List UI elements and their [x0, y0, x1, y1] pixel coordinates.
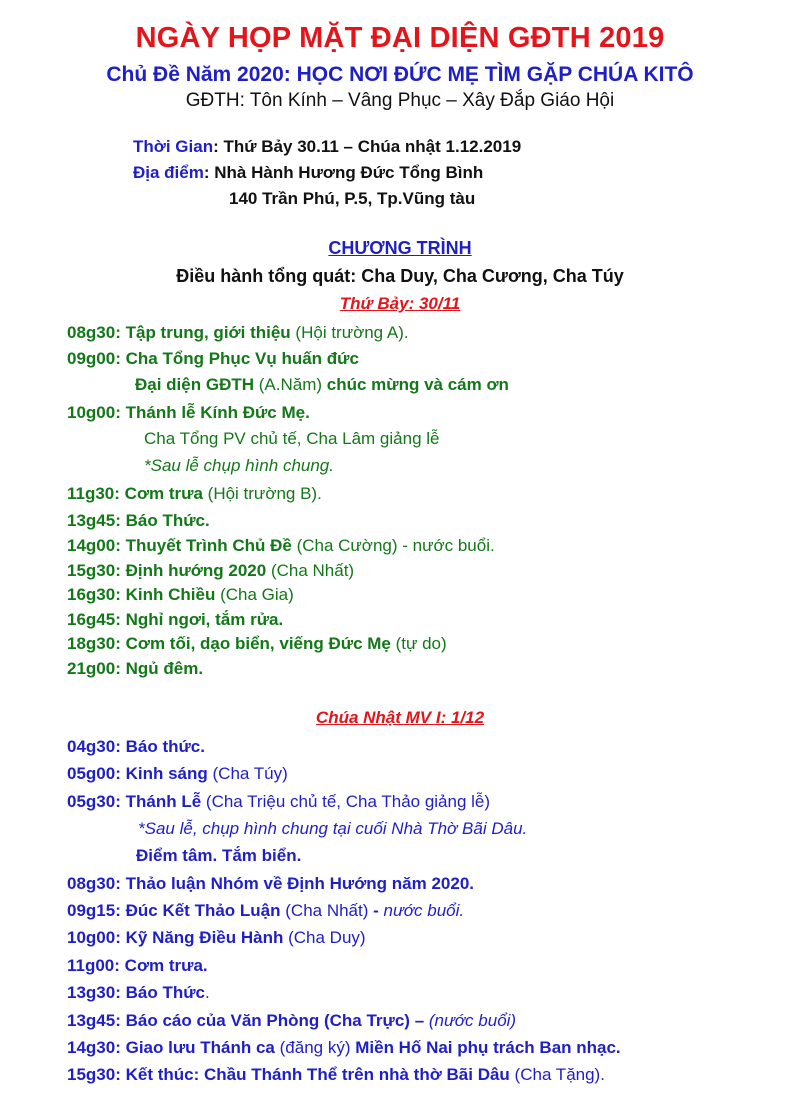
schedule-item	[67, 983, 210, 1003]
schedule-item	[67, 323, 409, 343]
item-note: (Cha Túy)	[212, 764, 288, 783]
schedule-item	[67, 1011, 516, 1031]
schedule-item	[67, 737, 205, 757]
schedule-item	[67, 928, 366, 948]
item-text: Kinh sáng	[125, 764, 208, 783]
item-note: (Hội trường A).	[295, 323, 409, 342]
schedule-item	[67, 610, 283, 630]
item-note: (đăng ký)	[279, 1038, 351, 1057]
item-text: Giao lưu Thánh ca	[125, 1038, 275, 1057]
item-note: (Cha Tặng).	[514, 1065, 605, 1084]
item-dash: -	[373, 901, 379, 920]
item-time: 10g00:	[67, 403, 121, 422]
item-text-continued: chúc mừng và cám ơn	[326, 375, 509, 394]
item-note: *Sau lễ, chụp hình chung tại cuối Nhà Thờ Bãi Dâu.	[138, 819, 528, 838]
item-text: Báo thức.	[125, 737, 205, 756]
program-director: Điều hành tổng quát: Cha Duy, Cha Cương, Cha Túy	[176, 266, 624, 286]
item-time: 05g00:	[67, 764, 121, 783]
place-info	[133, 163, 483, 183]
item-note: (Cha Duy)	[288, 928, 366, 947]
item-text: Báo Thức.	[125, 511, 210, 530]
item-text: Cơm trưa.	[124, 956, 208, 975]
schedule-item	[67, 874, 474, 894]
item-text: Thuyết Trình Chủ Đề	[125, 536, 292, 555]
item-time: 13g30:	[67, 983, 121, 1002]
schedule-item	[67, 585, 294, 605]
item-text-continued: Miền Hố Nai phụ trách Ban nhạc.	[355, 1038, 621, 1057]
schedule-item	[138, 819, 527, 839]
address-line: 140 Trần Phú, P.5, Tp.Vũng tàu	[229, 189, 476, 208]
schedule-item	[67, 1065, 605, 1085]
item-text: Thảo luận Nhóm về Định Hướng năm 2020.	[125, 874, 475, 893]
schedule-item	[67, 956, 208, 976]
item-text: Kinh Chiều	[125, 585, 216, 604]
item-time: 15g30:	[67, 561, 121, 580]
item-text: Đúc Kết Thảo Luận	[125, 901, 281, 920]
place-value: : Nhà Hành Hương Đức Tổng Bình	[203, 163, 484, 182]
item-note: (tự do)	[395, 634, 447, 653]
item-note: (Hội trường B).	[207, 484, 322, 503]
schedule-item	[144, 456, 334, 476]
item-time: 21g00:	[67, 659, 121, 678]
item-time: 14g00:	[67, 536, 121, 555]
saturday-heading: Thứ Bảy: 30/11	[339, 294, 461, 313]
place-label: Địa điểm	[133, 163, 204, 182]
item-time: 15g30:	[67, 1065, 121, 1084]
item-text: Định hướng 2020	[125, 561, 267, 580]
item-text: Cơm trưa	[124, 484, 203, 503]
schedule-item	[67, 792, 490, 812]
item-note: (A.Năm)	[258, 375, 323, 394]
item-note: Cha Tổng PV chủ tế, Cha Lâm giảng lễ	[144, 429, 440, 448]
item-text: Cơm tối, dạo biển, viếng Đức Mẹ	[125, 634, 391, 653]
schedule-item	[135, 375, 509, 395]
item-text: Kỹ Năng Điều Hành	[125, 928, 284, 947]
item-text: Cha Tổng Phục Vụ huấn đức	[125, 349, 359, 368]
item-note: (Cha Gia)	[220, 585, 294, 604]
item-time: 11g00:	[67, 956, 120, 975]
schedule-item	[67, 901, 464, 921]
schedule-item	[67, 764, 288, 784]
item-time: 11g30:	[67, 484, 120, 503]
schedule-item	[67, 349, 359, 369]
item-text: Nghỉ ngơi, tắm rửa.	[125, 610, 284, 629]
item-text: Đại diện GĐTH	[135, 375, 255, 394]
program-heading: CHƯƠNG TRÌNH	[328, 238, 472, 258]
item-time: 13g45:	[67, 1011, 121, 1030]
item-time: 16g30:	[67, 585, 121, 604]
item-text: Báo cáo của Văn Phòng (Cha Trực) –	[125, 1011, 425, 1030]
item-time: 14g30:	[67, 1038, 121, 1057]
time-info	[133, 137, 521, 157]
item-note: (Cha Triệu chủ tế, Cha Thảo giảng lễ)	[205, 792, 491, 811]
schedule-item	[67, 1038, 621, 1058]
item-time: 08g30:	[67, 874, 121, 893]
item-time: 08g30:	[67, 323, 121, 342]
document-title: NGÀY HỌP MẶT ĐẠI DIỆN GĐTH 2019	[135, 22, 665, 54]
sunday-heading: Chúa Nhật MV I: 1/12	[315, 708, 485, 727]
item-time: 09g15:	[67, 901, 121, 920]
item-time: 04g30:	[67, 737, 121, 756]
item-note-continued: nước buổi.	[383, 901, 465, 920]
item-note: (Cha Cường) - nước buổi.	[296, 536, 495, 555]
item-note: (Cha Nhất)	[270, 561, 355, 580]
motto-line: GĐTH: Tôn Kính – Vâng Phục – Xây Đắp Giáo Hội	[185, 90, 615, 111]
item-time: 13g45:	[67, 511, 121, 530]
schedule-item	[67, 634, 447, 654]
schedule-item	[136, 846, 301, 866]
item-text: Ngủ đêm.	[125, 659, 204, 678]
schedule-item	[144, 429, 439, 449]
item-time: 18g30:	[67, 634, 121, 653]
schedule-item	[67, 511, 210, 531]
item-note: (Cha Nhất)	[285, 901, 369, 920]
item-note: *Sau lễ chụp hình chung.	[144, 456, 334, 475]
item-time: 10g00:	[67, 928, 121, 947]
item-note: (nước buổi)	[428, 1011, 517, 1030]
schedule-item	[67, 561, 354, 581]
theme-subtitle: Chủ Đề Năm 2020: HỌC NƠI ĐỨC MẸ TÌM GẶP CHÚA KITÔ	[106, 63, 694, 86]
schedule-item	[67, 659, 203, 679]
item-text: Thánh lễ Kính Đức Mẹ.	[125, 403, 310, 422]
item-text: Kết thúc: Chầu Thánh Thể trên nhà thờ Bãi Dâu	[125, 1065, 510, 1084]
item-time: 16g45:	[67, 610, 121, 629]
item-note: .	[204, 983, 210, 1002]
item-time: 09g00:	[67, 349, 121, 368]
time-label: Thời Gian	[133, 137, 214, 156]
item-text: Điểm tâm. Tắm biển.	[136, 846, 302, 865]
schedule-item	[67, 536, 495, 556]
item-text: Tập trung, giới thiệu	[125, 323, 291, 342]
schedule-item	[67, 403, 310, 423]
time-value: : Thứ Bảy 30.11 – Chúa nhật 1.12.2019	[213, 137, 522, 156]
item-text: Thánh Lễ	[125, 792, 202, 811]
schedule-item	[67, 484, 322, 504]
item-text: Báo Thức	[125, 983, 205, 1002]
item-time: 05g30:	[67, 792, 121, 811]
